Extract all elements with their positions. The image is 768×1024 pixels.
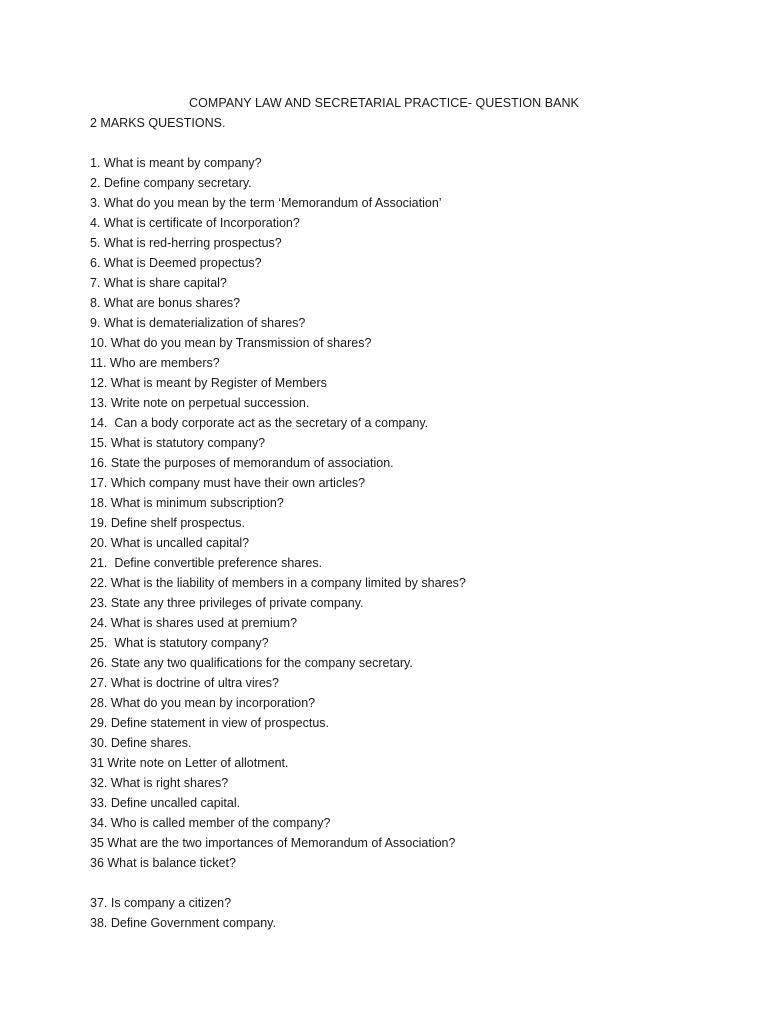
section-heading: 2 MARKS QUESTIONS.: [90, 116, 226, 130]
question-item: 21. Define convertible preference shares.: [90, 556, 323, 570]
question-item: 30. Define shares.: [90, 736, 192, 750]
question-item: 15. What is statutory company?: [90, 436, 266, 450]
question-item: 24. What is shares used at premium?: [90, 616, 298, 630]
question-item: 26. State any two qualifications for the company secretary.: [90, 656, 413, 670]
question-item: 5. What is red-herring prospectus?: [90, 236, 282, 250]
question-list: [90, 153, 466, 933]
question-item: 34. Who is called member of the company?: [90, 816, 331, 830]
question-item: 25. What is statutory company?: [90, 636, 269, 650]
question-item: 28. What do you mean by incorporation?: [90, 696, 316, 710]
question-item: 3. What do you mean by the term ‘Memorandum of Association’: [90, 196, 442, 210]
question-item: 37. Is company a citizen?: [90, 896, 232, 910]
question-item: 8. What are bonus shares?: [90, 296, 241, 310]
question-item: 27. What is doctrine of ultra vires?: [90, 676, 279, 690]
question-item: 33. Define uncalled capital.: [90, 796, 241, 810]
question-item: 6. What is Deemed propectus?: [90, 256, 262, 270]
question-item: 22. What is the liability of members in a company limited by shares?: [90, 576, 466, 590]
blank-line: [90, 873, 466, 893]
question-item: 20. What is uncalled capital?: [90, 536, 250, 550]
question-item: 13. Write note on perpetual succession.: [90, 396, 310, 410]
question-item: 9. What is dematerialization of shares?: [90, 316, 306, 330]
question-item: 29. Define statement in view of prospectus.: [90, 716, 330, 730]
question-item: 1. What is meant by company?: [90, 156, 262, 170]
question-item: 19. Define shelf prospectus.: [90, 516, 245, 530]
question-item: 16. State the purposes of memorandum of association.: [90, 456, 394, 470]
question-item: 14. Can a body corporate act as the secretary of a company.: [90, 416, 429, 430]
question-item: 18. What is minimum subscription?: [90, 496, 284, 510]
question-item: 12. What is meant by Register of Members: [90, 376, 327, 390]
question-item: 10. What do you mean by Transmission of shares?: [90, 336, 372, 350]
question-item: 4. What is certificate of Incorporation?: [90, 216, 300, 230]
question-item: 31 Write note on Letter of allotment.: [90, 756, 289, 770]
question-item: 2. Define company secretary.: [90, 176, 252, 190]
document-title: COMPANY LAW AND SECRETARIAL PRACTICE- QUESTION BANK: [189, 96, 579, 110]
question-item: 32. What is right shares?: [90, 776, 229, 790]
question-item: 23. State any three privileges of private company.: [90, 596, 364, 610]
question-item: 36 What is balance ticket?: [90, 856, 236, 870]
question-item: 35 What are the two importances of Memorandum of Association?: [90, 836, 456, 850]
question-item: 11. Who are members?: [90, 356, 220, 370]
question-item: 7. What is share capital?: [90, 276, 227, 290]
question-item: 38. Define Government company.: [90, 916, 276, 930]
question-item: 17. Which company must have their own articles?: [90, 476, 366, 490]
